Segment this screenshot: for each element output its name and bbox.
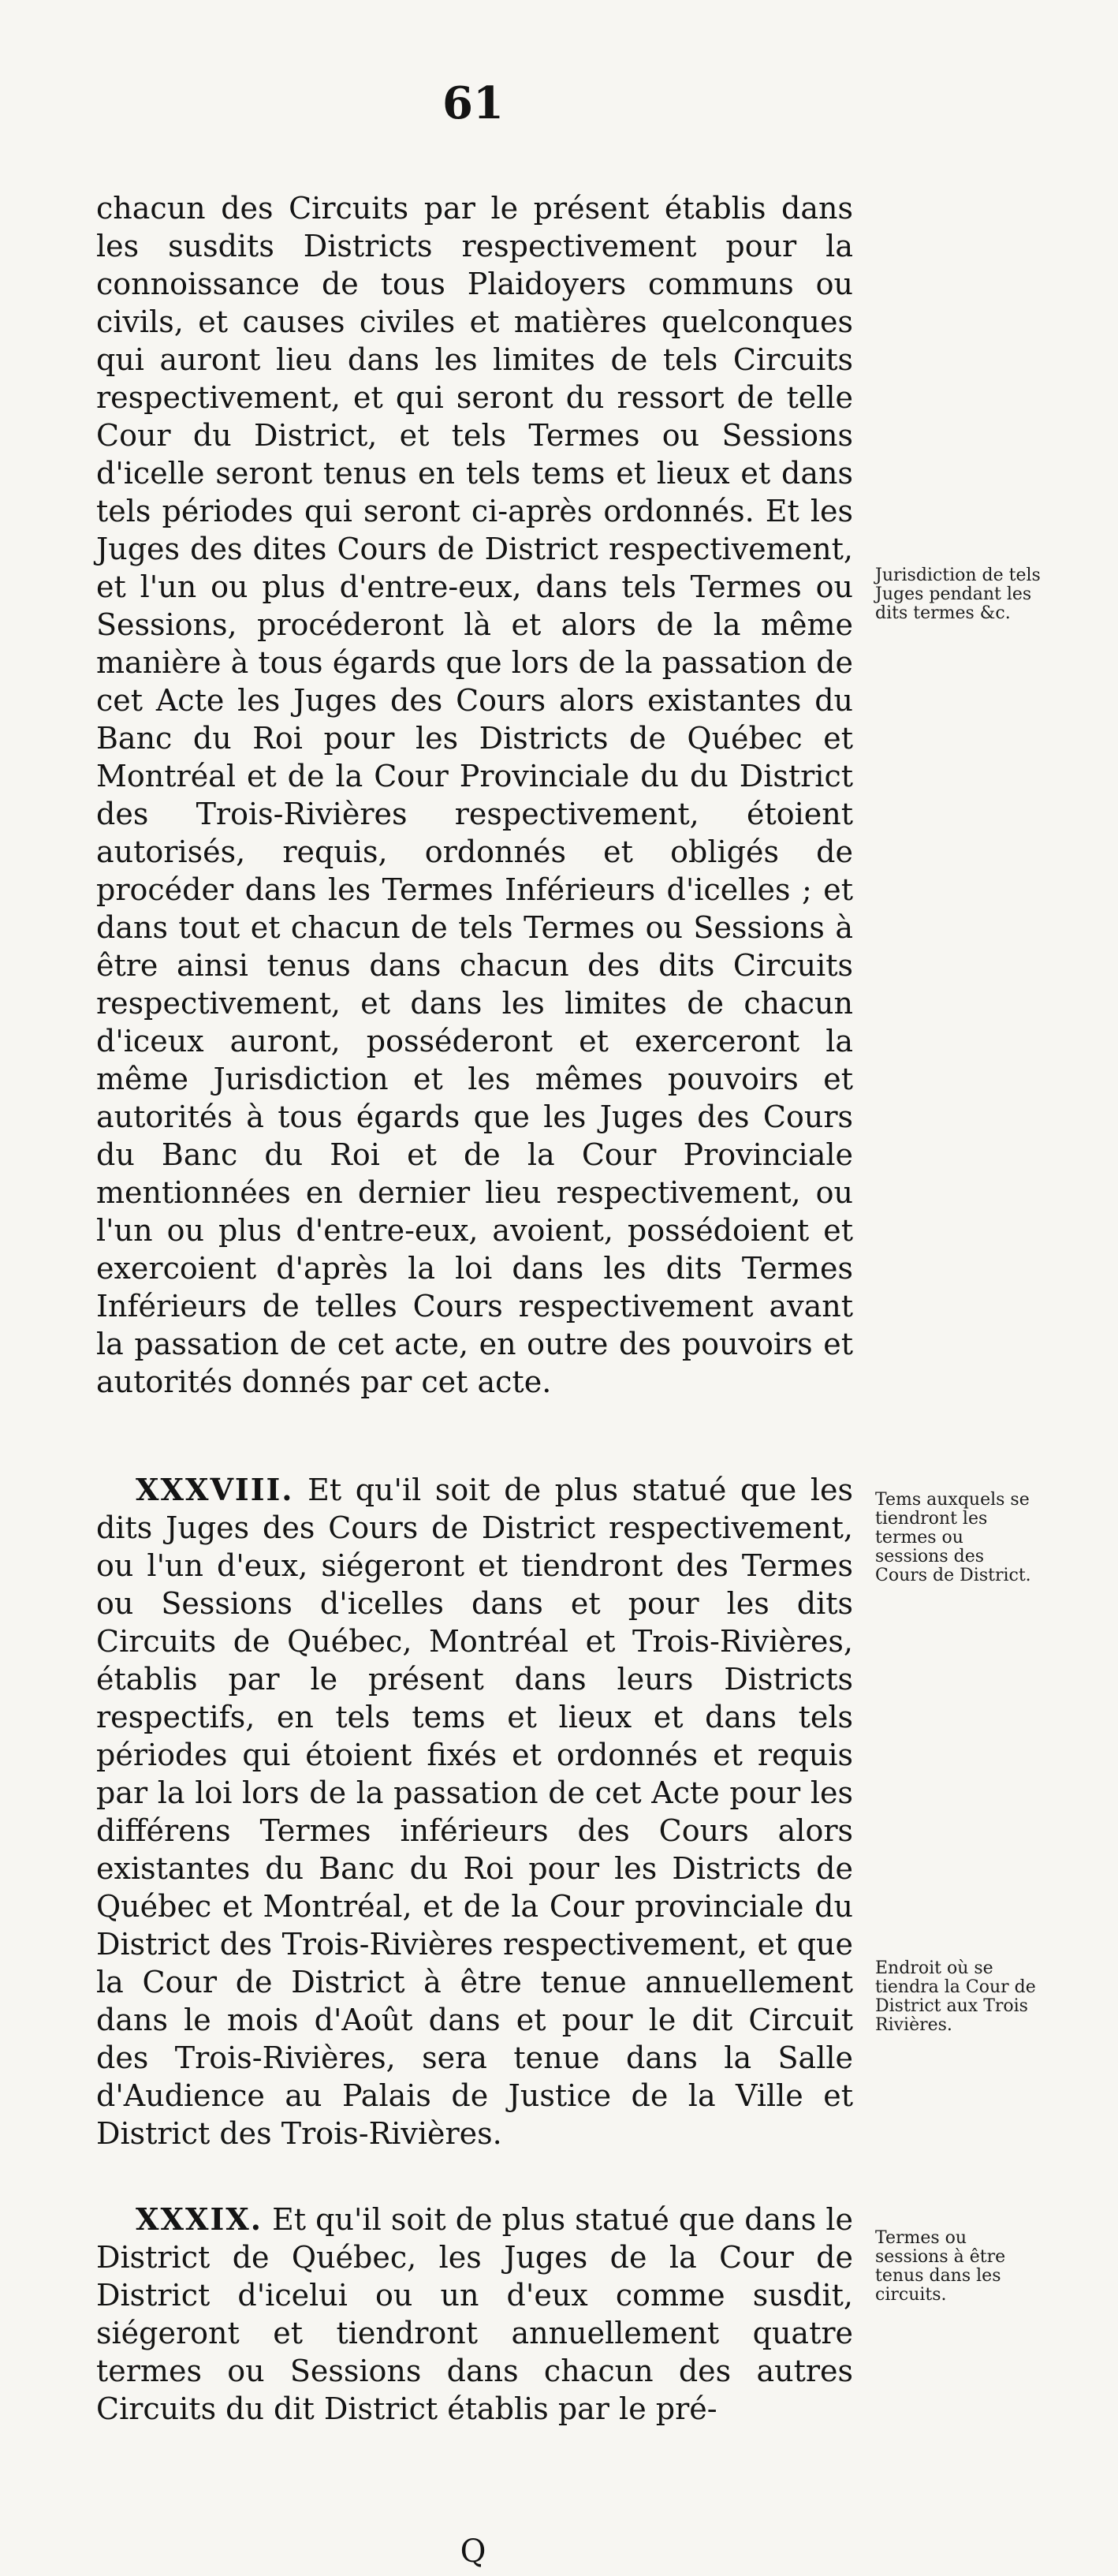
section-paragraph	[96, 1471, 853, 2152]
margin-note-jurisdiction: Jurisdiction de tels Juges pendant les dits termes &c.	[875, 566, 1041, 623]
section-paragraph	[96, 2201, 853, 2428]
paragraph-continuation	[96, 189, 853, 1401]
margin-note-court-location: Endroit où se tiendra la Cour de District aux Trois Rivières.	[875, 1958, 1036, 2035]
margin-note-circuit-sessions: Termes ou sessions à être tenus dans les circuits.	[875, 2228, 1006, 2305]
section-xxxix	[96, 2201, 853, 2428]
section-xxxviii	[96, 1471, 853, 2152]
section-text: Et qu'il soit de plus statué que les dits Juges des Cours de District respectivement, ou l'un d'eux, siégeront et tiendront des Termes ou Sessions d'icelles dans et pour les dits Circuits de Québec, Montréal et Trois-Rivières, établis par le présent dans leurs Districts respectifs, en tels tems et lieux et dans tels périodes qui étoient fixés et ordonnés et requis par la loi lors de la passation de cet Acte pour les différens Termes inférieurs des Cours alors existantes du Banc du Roi pour les Districts de Québec et Montréal, et de la Cour provinciale du District des Trois-Rivières respectivement, et que la Cour de District à être tenue annuellement dans le mois d'Août dans et pour le dit Circuit des Trois-Rivières, sera tenue dans la Salle d'Audience au Palais de Justice de la Ville et District des Trois-Rivières.	[96, 1473, 853, 2151]
section-number: XXXVIII.	[136, 1472, 294, 1507]
printer-signature-mark: Q	[460, 2533, 486, 2570]
page-number: 61	[442, 77, 504, 129]
section-text: Et qu'il soit de plus statué que dans le District de Québec, les Juges de la Cour de District d'icelui ou un d'eux comme susdit, siégeront et tiendront annuellement quatre termes ou Sessions dans chacun des autres Circuits du dit District établis par le pré-	[96, 2202, 853, 2426]
section-number: XXXIX.	[136, 2201, 263, 2237]
paragraph-text: chacun des Circuits par le présent établis dans les susdits Districts respectivement pour la connoissance de tous Plaidoyers communs ou civils, et causes civiles et matières quelconques qui auront lieu dans les limites de tels Circuits respectivement, et qui seront du ressort de telle Cour du District, et tels Termes ou Sessions d'icelle seront tenus en tels tems et lieux et dans tels périodes qui seront ci-après ordonnés. Et les Juges des dites Cours de District respectivement, et l'un ou plus d'entre-eux, dans tels Termes ou Sessions, procéderont là et alors de la même manière à tous égards que lors de la passation de cet Acte les Juges des Cours alors existantes du Banc du Roi pour les Districts de Québec et Montréal et de la Cour Provinciale du du District des Trois-Rivières respectivement, étoient autorisés, requis, ordonnés et obligés de procéder dans les Termes Inférieurs d'icelles ; et dans tout et chacun de tels Termes ou Sessions à être ainsi tenus dans chacun des dits Circuits respectivement, et dans les limites de chacun d'iceux auront, posséderont et exerceront la même Jurisdiction et les mêmes pouvoirs et autorités à tous égards que les Juges des Cours du Banc du Roi et de la Cour Provinciale mentionnées en dernier lieu respectivement, ou l'un ou plus d'entre-eux, avoient, possédoient et exercoient d'après la loi dans les dits Termes Inférieurs de telles Cours respectivement avant la passation de cet acte, en outre des pouvoirs et autorités donnés par cet acte.	[96, 191, 853, 1399]
margin-note-terms-times: Tems auxquels se tiendront les termes ou sessions des Cours de District.	[875, 1490, 1031, 1585]
